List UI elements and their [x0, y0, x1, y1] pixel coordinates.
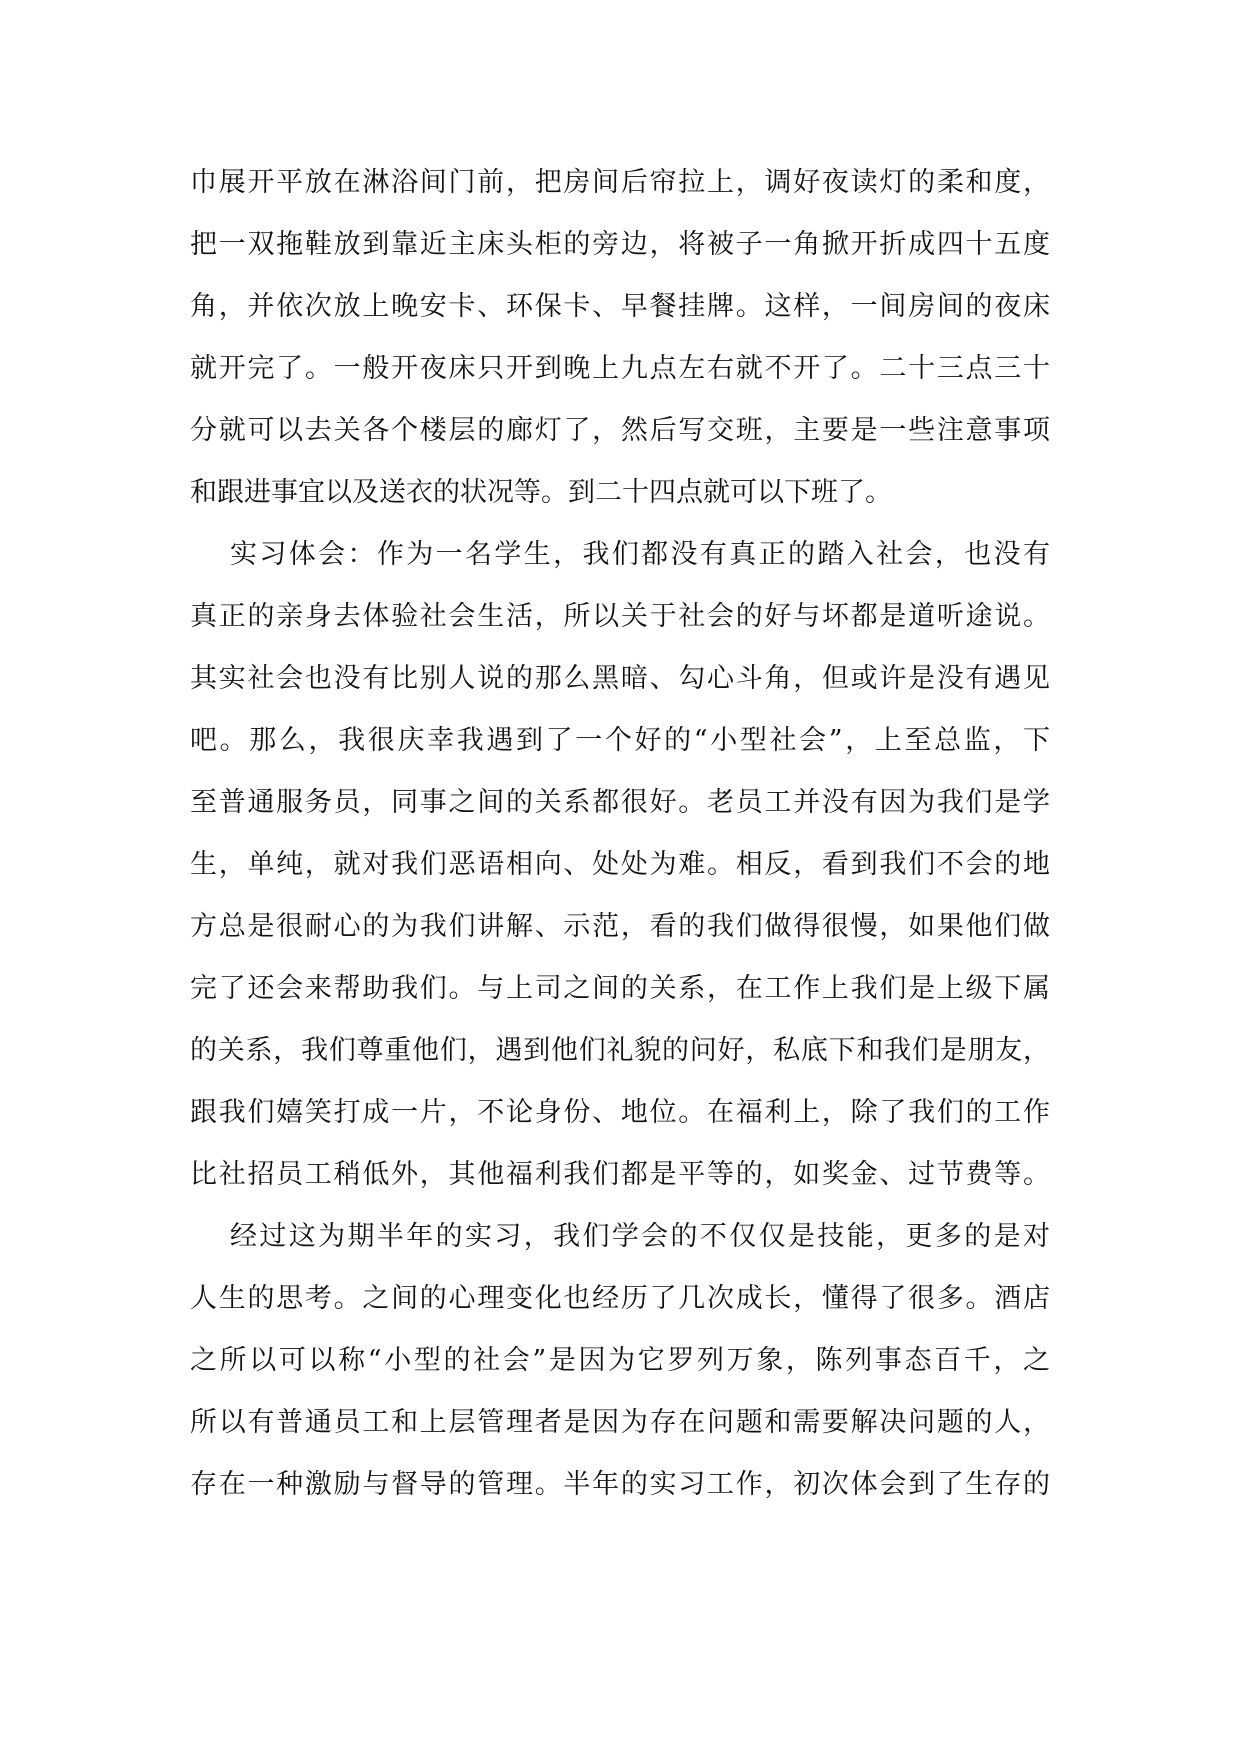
- text-line: 把一双拖鞋放到靠近主床头柜的旁边，将被子一角掀开折成四十五度: [190, 229, 1050, 260]
- text-line: 和跟进事宜以及送衣的状况等。到二十四点就可以下班了。: [190, 477, 892, 508]
- text-line: 吧。那么，我很庆幸我遇到了一个好的“小型社会”，上至总监，下: [190, 725, 1050, 756]
- text-line: 人生的思考。之间的心理变化也经历了几次成长，懂得了很多。酒店: [190, 1283, 1050, 1314]
- text-line: 所以有普通员工和上层管理者是因为存在问题和需要解决问题的人，: [190, 1407, 1050, 1438]
- text-line: 完了还会来帮助我们。与上司之间的关系，在工作上我们是上级下属: [190, 973, 1050, 1004]
- text-line: 就开完了。一般开夜床只开到晚上九点左右就不开了。二十三点三十: [190, 353, 1050, 384]
- body-text: [190, 152, 1050, 1516]
- text-line: 存在一种激励与督导的管理。半年的实习工作，初次体会到了生存的: [190, 1469, 1050, 1500]
- text-line: 之所以可以称“小型的社会”是因为它罗列万象，陈列事态百千，之: [190, 1345, 1050, 1376]
- paragraph-start-line: 实习体会：作为一名学生，我们都没有真正的踏入社会，也没有: [230, 539, 1050, 570]
- text-line: 的关系，我们尊重他们，遇到他们礼貌的问好，私底下和我们是朋友，: [190, 1035, 1050, 1066]
- text-line: 跟我们嬉笑打成一片，不论身份、地位。在福利上，除了我们的工作: [190, 1097, 1050, 1128]
- text-line: 生，单纯，就对我们恶语相向、处处为难。相反，看到我们不会的地: [190, 849, 1050, 880]
- paragraph-start-line: 经过这为期半年的实习，我们学会的不仅仅是技能，更多的是对: [230, 1221, 1050, 1252]
- text-line: 至普通服务员，同事之间的关系都很好。老员工并没有因为我们是学: [190, 787, 1050, 818]
- text-line: 方总是很耐心的为我们讲解、示范，看的我们做得很慢，如果他们做: [190, 911, 1050, 942]
- text-line: 真正的亲身去体验社会生活，所以关于社会的好与坏都是道听途说。: [190, 601, 1050, 632]
- text-line: 其实社会也没有比别人说的那么黑暗、勾心斗角，但或许是没有遇见: [190, 663, 1050, 694]
- text-line: 比社招员工稍低外，其他福利我们都是平等的，如奖金、过节费等。: [190, 1159, 1050, 1190]
- text-line: 巾展开平放在淋浴间门前，把房间后帘拉上，调好夜读灯的柔和度，: [190, 167, 1050, 198]
- text-line: 角，并依次放上晚安卡、环保卡、早餐挂牌。这样，一间房间的夜床: [190, 291, 1050, 322]
- text-line: 分就可以去关各个楼层的廊灯了，然后写交班，主要是一些注意事项: [190, 415, 1050, 446]
